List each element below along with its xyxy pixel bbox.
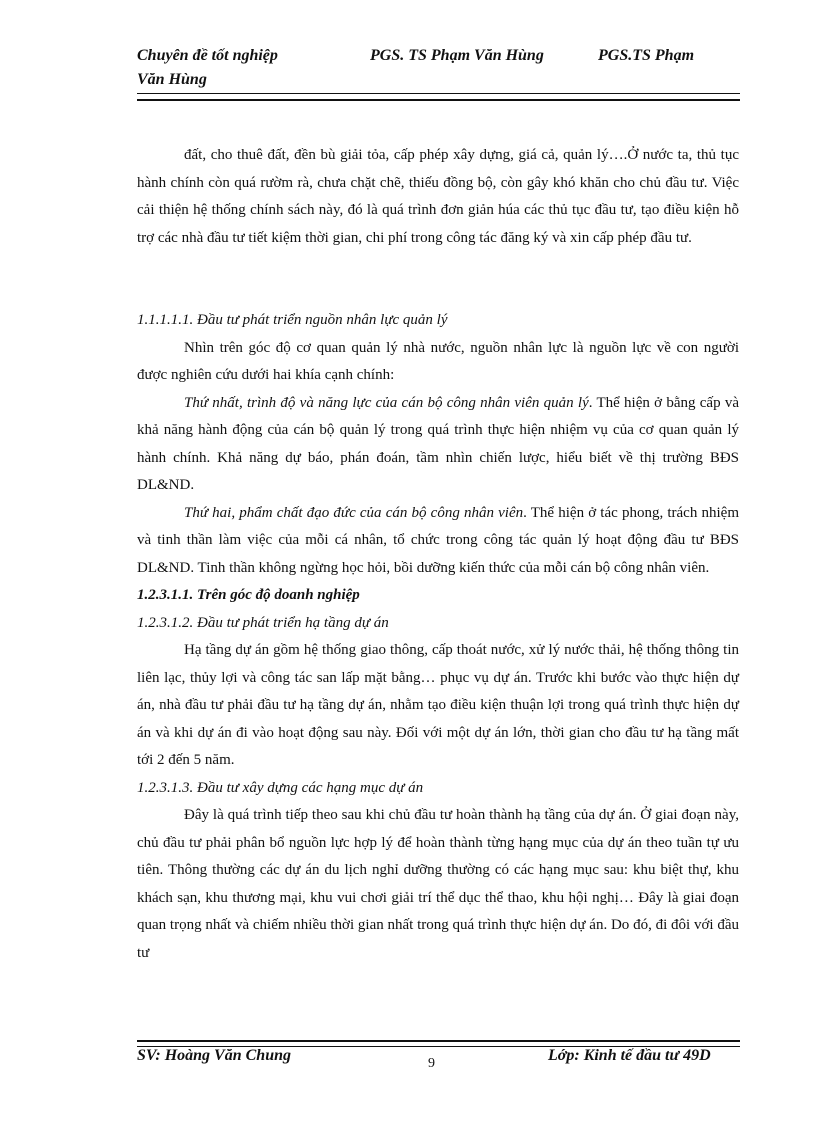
- section-title: Đầu tư phát triển nguồn nhân lực quản lý: [197, 312, 448, 328]
- paragraph: Hạ tầng dự án gồm hệ thống giao thông, cấp thoát nước, xử lý nước thải, hệ thống thông tin liên lạc, thủy lợi và công tác san lấp mặt bằng… phục vụ dự án. Trước khi bước vào thực hiện dự án, nhà đầu tư phải đầu tư hạ tầng dự án, nhằm tạo điều kiện thuận lợi trong quá trình thực hiện dự án và khi dự án đi vào hoạt động sau này. Đối với một dự án lớn, thời gian cho đầu tư hạ tầng mất tới 2 đến 5 năm.: [137, 642, 739, 768]
- footer-class: Lớp: Kinh tế đầu tư 49D: [548, 1047, 711, 1064]
- paragraph-text: . Thể hiện ở tác phong, trách nhiệm và tinh thần làm việc của mỗi cá nhân, tổ chức trong công tác quản lý hoạt động đầu tư BĐS DL&ND. Tinh thần không ngừng học hỏi, bồi dưỡng kiến thức của mỗi cán bộ công nhân viên.: [137, 504, 739, 576]
- page-header: [137, 44, 741, 92]
- paragraph-spacer: [137, 252, 739, 307]
- section-heading-bold: 1.2.3.1.1. Trên góc độ doanh nghiệp: [137, 587, 360, 603]
- paragraph: [137, 390, 739, 500]
- paragraph: đất, cho thuê đất, đền bù giải tỏa, cấp phép xây dựng, giá cả, quản lý….Ở nước ta, thủ tục hành chính còn quá rườm rà, chưa chặt chẽ, thiếu đồng bộ, còn gây khó khăn cho chủ đầu tư. Việc cải thiện hệ thống chính sách này, đó là quá trình đơn giản húa các thủ tục đầu tư, tạo điều kiện hỗ trợ các nhà đầu tư tiết kiệm thời gian, chi phí trong công tác đăng ký và xin cấp phép đầu tư.: [137, 147, 739, 246]
- section-heading: [137, 307, 739, 335]
- paragraph: Đây là quá trình tiếp theo sau khi chủ đầu tư hoàn thành hạ tầng của dự án. Ở giai đoạn này, chủ đầu tư phải phân bổ nguồn lực hợp lý để hoàn thành từng hạng mục của dự án theo tuần tự ưu tiên. Thông thường các dự án du lịch nghỉ dưỡng thường có các hạng mục sau: khu biệt thự, khu khách sạn, khu thương mại, khu vui chơi giải trí thể dục thể thao, khu hội nghị… Đây là giai đoạn quan trọng nhất và chiếm nhiều thời gian nhất trong quá trình thực hiện dự án. Do đó, đi đôi với đầu tư: [137, 807, 739, 961]
- header-thesis-title: Chuyên đề tốt nghiệp: [137, 47, 278, 64]
- section-heading: [137, 775, 739, 803]
- paragraph: Nhìn trên góc độ cơ quan quản lý nhà nước, nguồn nhân lực là nguồn lực về con người được nghiên cứu dưới hai khía cạnh chính:: [137, 339, 739, 383]
- paragraph: [137, 500, 739, 583]
- section-title: Đầu tư xây dựng các hạng mục dự án: [197, 779, 424, 796]
- footer-student-name: SV: Hoàng Văn Chung: [137, 1047, 291, 1064]
- paragraph-text: . Thể hiện ở bằng cấp và khả năng hành động của cán bộ quản lý trong quá trình thực hiện nhiệm vụ của cơ quan quản lý hành chính. Khả năng dự báo, phán đoán, tầm nhìn chiến lược, hiểu biết về thị trường BĐS DL&ND.: [137, 394, 739, 493]
- header-advisor-continued: Văn Hùng: [137, 71, 207, 88]
- emphasis-text: Thứ hai, phẩm chất đạo đức của cán bộ công nhân viên: [184, 504, 524, 521]
- section-number: 1.2.3.1.3.: [137, 779, 194, 796]
- emphasis-text: Thứ nhất, trình độ và năng lực của cán bộ công nhân viên quản lý: [184, 394, 589, 411]
- section-number: 1.2.3.1.2.: [137, 614, 194, 631]
- page-number: 9: [428, 1056, 435, 1071]
- section-number: 1.1.1.1.1.: [137, 312, 194, 328]
- section-heading: [137, 610, 739, 638]
- section-title: Đầu tư phát triển hạ tầng dự án: [197, 614, 389, 631]
- document-body: [137, 142, 739, 967]
- header-advisor-second: PGS.TS Phạm: [598, 47, 695, 64]
- header-advisor: PGS. TS Phạm Văn Hùng: [370, 47, 544, 64]
- header-divider: [137, 93, 740, 101]
